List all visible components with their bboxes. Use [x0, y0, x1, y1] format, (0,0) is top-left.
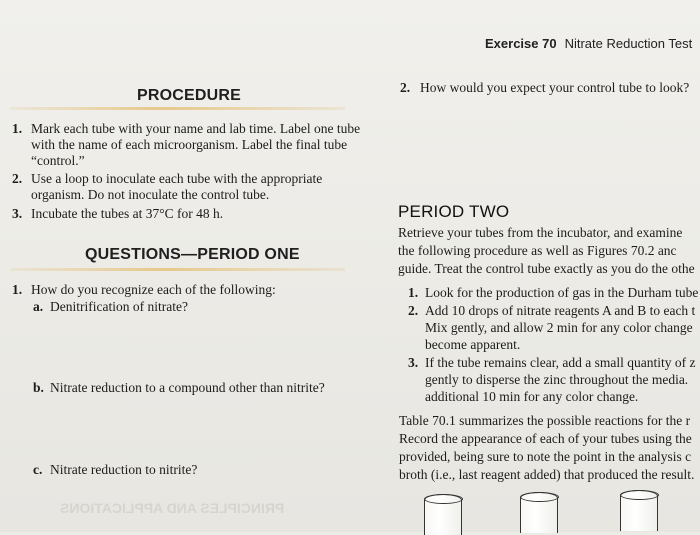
exercise-number: Exercise 70: [485, 36, 557, 51]
step-number: 1.: [12, 121, 23, 136]
page-header: [485, 36, 692, 51]
test-tube-illustration: [424, 494, 462, 535]
intro-line: the following procedure as well as Figures 70.2 anc: [398, 243, 677, 258]
table-note-line: Table 70.1 summarizes the possible reactions for the r: [399, 413, 691, 428]
step-number: 3.: [12, 206, 23, 221]
table-note-line: broth (i.e., last reagent added) that produced the result.: [399, 467, 695, 482]
period-two-heading: PERIOD TWO: [398, 202, 510, 221]
question-number: 1.: [12, 282, 23, 297]
questions-heading: QUESTIONS—PERIOD ONE: [85, 246, 300, 263]
sub-question-label: c.: [33, 462, 43, 477]
intro-line: guide. Treat the control tube exactly as you do the othe: [398, 261, 695, 276]
procedure-heading: PROCEDURE: [137, 87, 242, 104]
bleed-through-heading: PRINCIPLES AND APPLICATIONS: [60, 500, 285, 516]
sub-question-text: Denitrification of nitrate?: [50, 299, 188, 314]
test-tube-illustration: [520, 492, 558, 533]
step-line: If the tube remains clear, add a small quantity of z: [425, 355, 696, 370]
sub-question-text: Nitrate reduction to a compound other than nitrite?: [50, 380, 325, 395]
step-line: with the name of each microorganism. Label the final tube: [31, 137, 348, 152]
step-line: gently to disperse the zinc throughout the media.: [425, 372, 689, 387]
table-note-line: Record the appearance of each of your tubes using the: [399, 431, 692, 446]
test-tube-illustration: [620, 490, 658, 531]
step-number: 3.: [408, 355, 419, 370]
step-line: Mix gently, and allow 2 min for any color change: [425, 320, 693, 335]
step-number: 2.: [12, 171, 23, 186]
question-text: How do you recognize each of the following:: [31, 282, 276, 297]
exercise-title: Nitrate Reduction Test: [564, 36, 693, 51]
sub-question-label: a.: [33, 299, 44, 314]
step-line: Incubate the tubes at 37°C for 48 h.: [31, 206, 224, 221]
table-note-line: provided, being sure to note the point in the analysis c: [399, 449, 692, 464]
sub-question-label: b.: [33, 380, 44, 395]
procedure-rule: [10, 107, 345, 110]
step-line: Look for the production of gas in the Durham tube: [425, 285, 699, 300]
step-line: “control.”: [31, 153, 85, 168]
intro-line: Retrieve your tubes from the incubator, and examine: [398, 225, 683, 240]
step-line: Use a loop to inoculate each tube with the appropriate: [31, 171, 323, 186]
question-number: 2.: [400, 80, 411, 95]
step-line: Add 10 drops of nitrate reagents A and B to each t: [425, 303, 696, 318]
step-number: 1.: [408, 285, 419, 300]
step-line: Mark each tube with your name and lab time. Label one tube: [31, 121, 361, 136]
step-number: 2.: [408, 303, 419, 318]
question-text: How would you expect your control tube to look?: [420, 80, 690, 95]
step-line: organism. Do not inoculate the control tube.: [31, 187, 270, 202]
sub-question-text: Nitrate reduction to nitrite?: [50, 462, 198, 477]
step-line: become apparent.: [425, 337, 521, 352]
questions-rule: [10, 268, 345, 271]
step-line: additional 10 min for any color change.: [425, 389, 639, 404]
